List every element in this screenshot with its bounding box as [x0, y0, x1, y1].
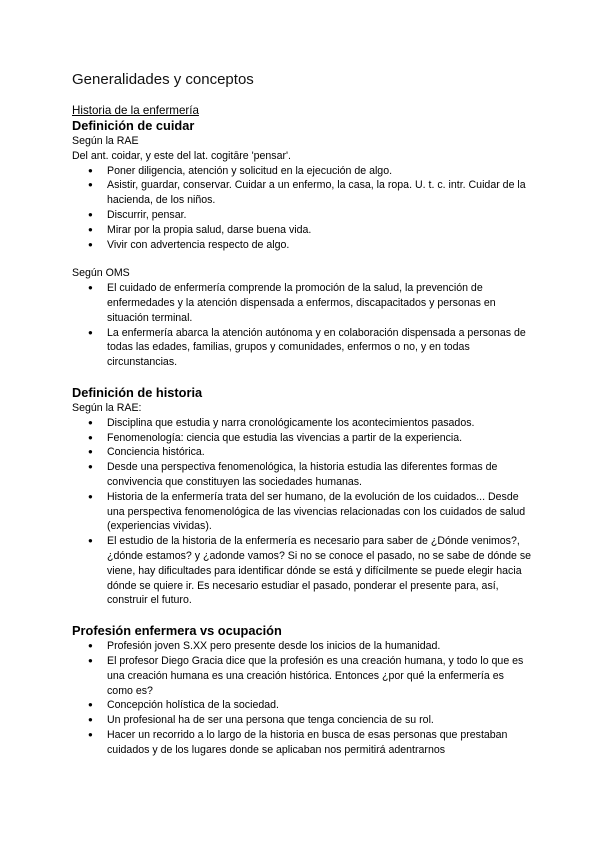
- list-item: ● El estudio de la historia de la enfermería es necesario para saber de ¿Dónde venimos?, ¿dónde estamos? y ¿adonde vamos? Si no se conoce el pasado, no se sabe de dónde se viene, hay dificultades para identificar dónde se está y difícilmente se puede elegir hacia dónde se quiere ir. Es necesario estudiar el pasado, ponderar el presente para, así, construir el futuro.: [72, 534, 532, 608]
- list-item: ● El cuidado de enfermería comprende la promoción de la salud, la prevención de enfermedades y la atención dispensada a enfermos, discapacitados y personas en situación terminal.: [72, 281, 532, 325]
- list-item: ● Mirar por la propia salud, darse buena vida.: [72, 223, 532, 238]
- oms-label: Según OMS: [72, 267, 130, 280]
- heading-profesion: Profesión enfermera vs ocupación: [72, 623, 282, 639]
- list-item: ● Un profesional ha de ser una persona que tenga conciencia de su rol.: [72, 713, 532, 728]
- list-item: ● La enfermería abarca la atención autónoma y en colaboración dispensada a personas de todas las edades, familias, grupos y comunidades, enfermos o no, y en todas circunstancias.: [72, 326, 532, 370]
- list-item: ● Concepción holística de la sociedad.: [72, 698, 532, 713]
- spacer: [72, 252, 532, 266]
- list-item: ● Poner diligencia, atención y solicitud en la ejecución de algo.: [72, 164, 532, 179]
- profesion-list: [72, 639, 532, 757]
- heading-historia: Definición de historia: [72, 384, 203, 400]
- list-item: ● Discurrir, pensar.: [72, 208, 532, 223]
- rae-intro-cuidar: Del ant. coidar, y este del lat. cogitāre 'pensar'.: [72, 149, 291, 162]
- subtitle-link[interactable]: Historia de la enfermería: [72, 104, 199, 117]
- list-item: ● Vivir con advertencia respecto de algo.: [72, 238, 532, 253]
- oms-list: [72, 281, 532, 370]
- historia-list: [72, 416, 532, 608]
- rae-label-cuidar: Según la RAE: [72, 135, 139, 147]
- list-item: ● Disciplina que estudia y narra cronológicamente los acontecimientos pasados.: [72, 416, 532, 431]
- rae-label-historia: Según la RAE:: [72, 401, 142, 414]
- list-item: ● El profesor Diego Gracia dice que la profesión es una creación humana, y todo lo que es una creación humana es una creación histórica. Entonces ¿por qué la enfermería es como es?: [72, 654, 532, 698]
- list-item: ● Fenomenología: ciencia que estudia las vivencias a partir de la experiencia.: [72, 431, 532, 446]
- heading-cuidar: Definición de cuidar: [72, 118, 195, 133]
- document-body: [72, 104, 532, 757]
- list-item: ● Hacer un recorrido a lo largo de la historia en busca de esas personas que prestaban cuidados y de los lugares donde se aplicaban nos permitirá adentrarnos: [72, 728, 532, 758]
- list-item: ● Historia de la enfermería trata del ser humano, de la evolución de los cuidados... Desde una perspectiva fenomenológica de las vivencias relacionadas con los cuidados de salud (experiencias vividas).: [72, 490, 532, 534]
- list-item: ● Conciencia histórica.: [72, 445, 532, 460]
- list-item: ● Asistir, guardar, conservar. Cuidar a un enfermo, la casa, la ropa. U. t. c. intr. Cuidar de la hacienda, de los niños.: [72, 178, 532, 208]
- rae-list-cuidar: [72, 164, 532, 253]
- list-item: ● Profesión joven S.XX pero presente desde los inicios de la humanidad.: [72, 639, 532, 654]
- document-title: Generalidades y conceptos: [72, 71, 254, 88]
- list-item: ● Desde una perspectiva fenomenológica, la historia estudia las diferentes formas de convivencia que constituyen las sociedades humanas.: [72, 460, 532, 490]
